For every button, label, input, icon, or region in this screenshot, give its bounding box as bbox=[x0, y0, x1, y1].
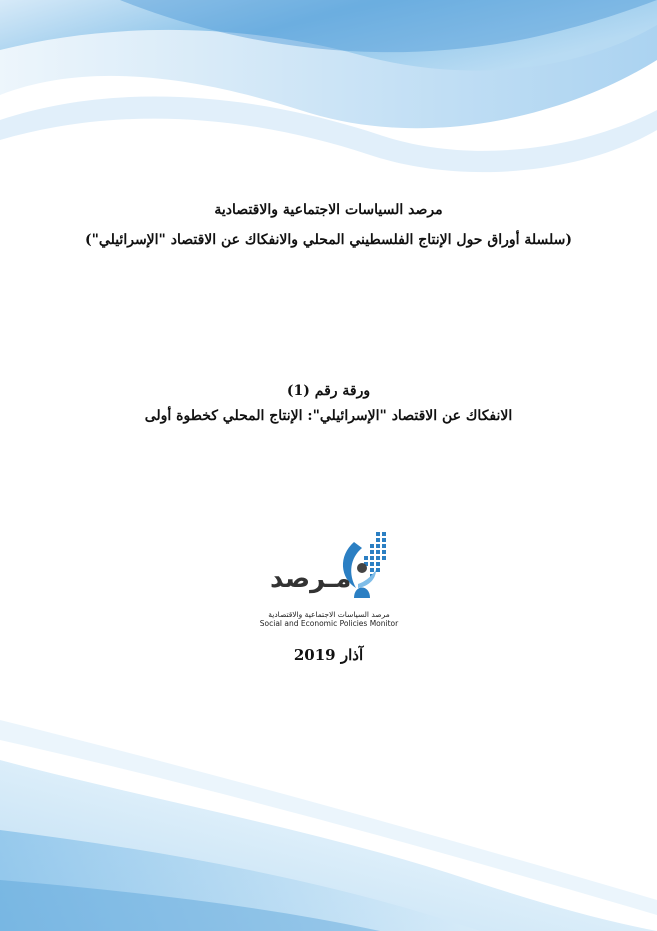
series-title: (سلسلة أوراق حول الإنتاج الفلسطيني المحلي والانفكاك عن الاقتصاد "الإسرائيلي") bbox=[84, 232, 572, 248]
organization-logo bbox=[258, 528, 400, 628]
publication-date: آذار 2019 bbox=[293, 646, 364, 664]
paper-number: ورقة رقم (1) bbox=[286, 383, 371, 399]
logo-wordmark: مـرصد bbox=[270, 564, 352, 594]
paper-title: الانفكاك عن الاقتصاد "الإسرائيلي": الإنتاج المحلي كخطوة أولى bbox=[144, 408, 513, 424]
logo-english-caption: Social and Economic Policies Monitor bbox=[259, 619, 399, 628]
organization-title: مرصد السياسات الاجتماعية والاقتصادية bbox=[214, 202, 443, 218]
logo-arabic-caption: مرصد السياسات الاجتماعية والاقتصادية bbox=[268, 610, 390, 619]
